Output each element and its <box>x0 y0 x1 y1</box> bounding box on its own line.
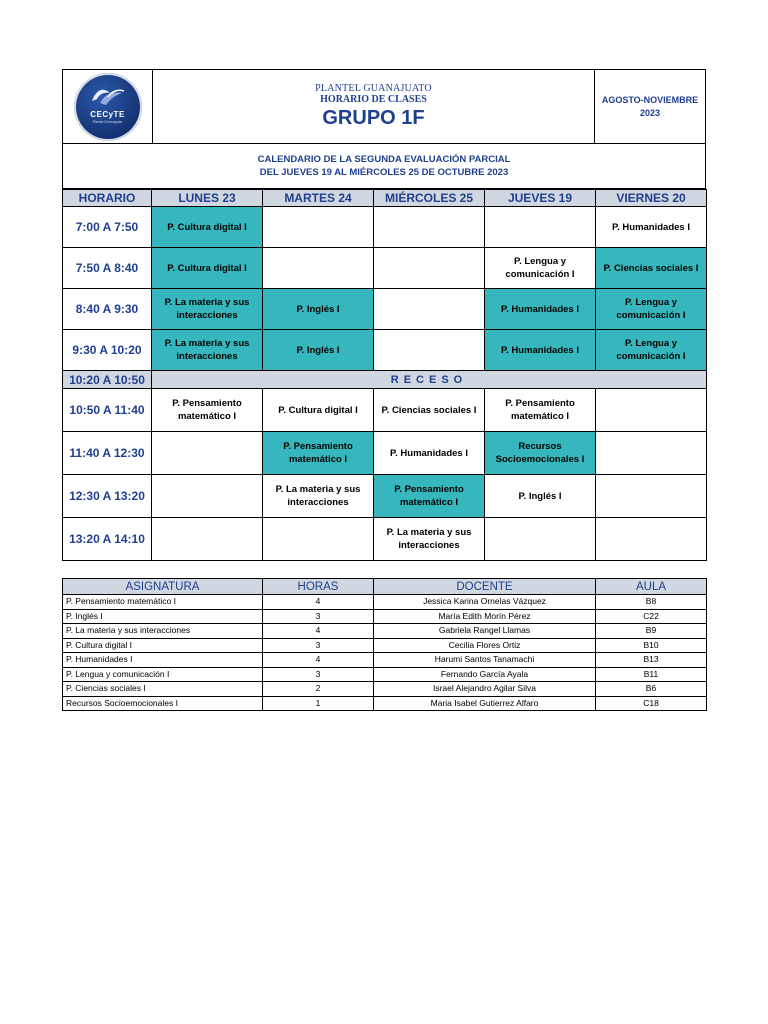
schedule-row <box>63 389 707 432</box>
schedule-table <box>62 189 707 561</box>
class-cell: P. Humanidades I <box>374 432 485 475</box>
header-miercoles: MIÉRCOLES 25 <box>374 190 485 207</box>
subject-teacher: Cecilia Flores Ortiz <box>374 638 596 653</box>
class-cell: P. Pensamiento matemático I <box>263 432 374 475</box>
class-cell <box>263 248 374 289</box>
class-cell <box>263 207 374 248</box>
class-cell <box>152 475 263 518</box>
subject-hours: 4 <box>263 653 374 668</box>
logo-subtext: Plantel Guanajuato <box>92 120 123 124</box>
class-cell <box>263 518 374 561</box>
class-cell <box>152 432 263 475</box>
class-cell <box>596 518 707 561</box>
group-title: GRUPO 1F <box>322 107 425 129</box>
subject-room: C22 <box>596 609 707 624</box>
subject-hours: 3 <box>263 638 374 653</box>
subject-name: P. La materia y sus interacciones <box>63 624 263 639</box>
subject-teacher: Israel Alejandro Agilar Silva <box>374 682 596 697</box>
period-cell <box>595 70 705 143</box>
subject-row <box>63 653 707 668</box>
class-cell <box>596 389 707 432</box>
subject-room: B6 <box>596 682 707 697</box>
subject-row <box>63 638 707 653</box>
calendar-title-line2: DEL JUEVES 19 AL MIÉRCOLES 25 DE OCTUBRE 2023 <box>259 167 509 178</box>
class-cell: P. Humanidades I <box>596 207 707 248</box>
subjects-table <box>62 578 707 711</box>
time-slot: 12:30 A 13:20 <box>63 475 152 518</box>
subject-room: B10 <box>596 638 707 653</box>
class-cell <box>374 289 485 330</box>
subject-teacher: Maria Isabel Gutierrez Alfaro <box>374 696 596 711</box>
class-cell: P. Inglés I <box>263 330 374 371</box>
header-lunes: LUNES 23 <box>152 190 263 207</box>
period-year: 2023 <box>639 107 661 118</box>
class-cell: P. Ciencias sociales I <box>596 248 707 289</box>
header-docente: DOCENTE <box>374 579 596 595</box>
subject-room: B8 <box>596 595 707 610</box>
class-cell: P. Cultura digital I <box>152 248 263 289</box>
subject-name: P. Lengua y comunicación I <box>63 667 263 682</box>
class-cell <box>596 475 707 518</box>
schedule-row <box>63 330 707 371</box>
subject-hours: 3 <box>263 609 374 624</box>
class-cell: P. Humanidades I <box>485 289 596 330</box>
class-cell: P. Pensamiento matemático I <box>152 389 263 432</box>
subject-row <box>63 696 707 711</box>
header-aula: AULA <box>596 579 707 595</box>
logo-cell <box>63 70 153 143</box>
header-jueves: JUEVES 19 <box>485 190 596 207</box>
period-months: AGOSTO-NOVIEMBRE <box>601 94 699 105</box>
subject-teacher: María Edith Morín Pérez <box>374 609 596 624</box>
subject-hours: 3 <box>263 667 374 682</box>
subject-row <box>63 667 707 682</box>
class-cell: P. Lengua y comunicación I <box>485 248 596 289</box>
header-horas: HORAS <box>263 579 374 595</box>
calendar-title-line1: CALENDARIO DE LA SEGUNDA EVALUACIÓN PARCIAL <box>257 154 511 165</box>
subject-name: P. Inglés I <box>63 609 263 624</box>
class-cell: P. La materia y sus interacciones <box>152 330 263 371</box>
title-cell <box>153 70 595 143</box>
class-cell: P. Pensamiento matemático I <box>485 389 596 432</box>
cecyte-logo <box>74 73 142 141</box>
subject-name: P. Cultura digital I <box>63 638 263 653</box>
schedule-header-row <box>63 190 707 207</box>
subject-row <box>63 595 707 610</box>
subject-name: P. Ciencias sociales I <box>63 682 263 697</box>
subject-teacher: Fernando García Ayala <box>374 667 596 682</box>
header-asignatura: ASIGNATURA <box>63 579 263 595</box>
class-cell: P. La materia y sus interacciones <box>152 289 263 330</box>
class-cell <box>152 518 263 561</box>
subject-row <box>63 624 707 639</box>
class-cell: P. La materia y sus interacciones <box>374 518 485 561</box>
recess-label: RECESO <box>152 371 707 389</box>
subject-row <box>63 609 707 624</box>
header-martes: MARTES 24 <box>263 190 374 207</box>
subject-room: B13 <box>596 653 707 668</box>
subject-room: B9 <box>596 624 707 639</box>
schedule-sheet <box>62 69 706 561</box>
subject-hours: 1 <box>263 696 374 711</box>
subject-teacher: Jessica Karina Ornelas Vázquez <box>374 595 596 610</box>
recess-time: 10:20 A 10:50 <box>63 371 152 389</box>
plantel-name: PLANTEL GUANAJUATO <box>315 83 432 94</box>
calendar-title <box>62 144 706 189</box>
time-slot: 8:40 A 9:30 <box>63 289 152 330</box>
class-cell <box>485 518 596 561</box>
schedule-row <box>63 207 707 248</box>
logo-text: CECyTE <box>90 110 125 119</box>
class-cell: P. Ciencias sociales I <box>374 389 485 432</box>
logo-wing-icon <box>88 83 128 111</box>
subject-hours: 2 <box>263 682 374 697</box>
schedule-row <box>63 518 707 561</box>
time-slot: 7:00 A 7:50 <box>63 207 152 248</box>
schedule-row <box>63 432 707 475</box>
time-slot: 9:30 A 10:20 <box>63 330 152 371</box>
time-slot: 11:40 A 12:30 <box>63 432 152 475</box>
class-cell: P. La materia y sus interacciones <box>263 475 374 518</box>
time-slot: 13:20 A 14:10 <box>63 518 152 561</box>
horario-label: HORARIO DE CLASES <box>320 94 427 105</box>
header-horario: HORARIO <box>63 190 152 207</box>
class-cell <box>374 248 485 289</box>
class-cell: P. Cultura digital I <box>263 389 374 432</box>
subject-hours: 4 <box>263 624 374 639</box>
subject-room: B11 <box>596 667 707 682</box>
header-viernes: VIERNES 20 <box>596 190 707 207</box>
schedule-row <box>63 289 707 330</box>
class-cell: P. Inglés I <box>485 475 596 518</box>
subject-name: P. Pensamiento matemático I <box>63 595 263 610</box>
subject-teacher: Harumi Santos Tanamachi <box>374 653 596 668</box>
schedule-row <box>63 475 707 518</box>
subjects-header-row <box>63 579 707 595</box>
time-slot: 10:50 A 11:40 <box>63 389 152 432</box>
class-cell <box>374 207 485 248</box>
subject-room: C18 <box>596 696 707 711</box>
time-slot: 7:50 A 8:40 <box>63 248 152 289</box>
recess-row <box>63 371 707 389</box>
subject-teacher: Gabriela Rangel Llamas <box>374 624 596 639</box>
class-cell: P. Pensamiento matemático I <box>374 475 485 518</box>
class-cell: P. Humanidades I <box>485 330 596 371</box>
subject-row <box>63 682 707 697</box>
class-cell: P. Cultura digital I <box>152 207 263 248</box>
class-cell: P. Lengua y comunicación I <box>596 330 707 371</box>
subject-name: Recursos Socioemocionales I <box>63 696 263 711</box>
class-cell <box>374 330 485 371</box>
class-cell <box>596 432 707 475</box>
subject-name: P. Humanidades I <box>63 653 263 668</box>
header <box>62 69 706 144</box>
class-cell: P. Inglés I <box>263 289 374 330</box>
class-cell <box>485 207 596 248</box>
schedule-row <box>63 248 707 289</box>
class-cell: Recursos Socioemocionales I <box>485 432 596 475</box>
subject-hours: 4 <box>263 595 374 610</box>
class-cell: P. Lengua y comunicación I <box>596 289 707 330</box>
